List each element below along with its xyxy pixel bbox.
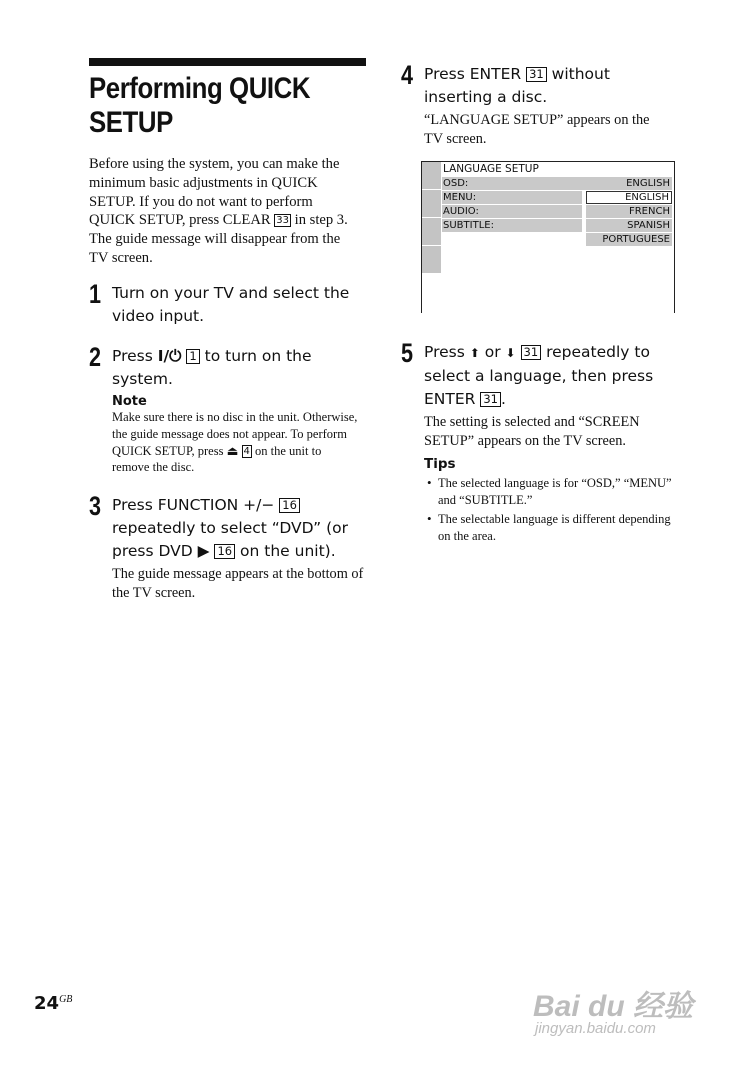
- setting-label-osd: OSD:: [443, 178, 469, 189]
- note-heading: Note: [112, 394, 147, 409]
- language-option[interactable]: FRENCH: [586, 205, 672, 218]
- intro-paragraph: Before using the system, you can make the minimum basic adjustments in QUICK SETUP. If you do not want to perform QUICK SETUP, press CLEAR 33 in step 3. The guide message will disappear from the TV screen.: [89, 156, 348, 266]
- title-rule: [89, 58, 366, 66]
- step-number: 1: [89, 279, 102, 309]
- step-1: [89, 279, 359, 328]
- menu-tab: [422, 190, 441, 218]
- watermark-logo: Bai du 经验: [533, 990, 694, 1023]
- step-4: [401, 60, 671, 148]
- step-instruction: Press I/⏻ 1 to turn on the system.: [112, 347, 312, 388]
- screen-frame: [674, 161, 675, 313]
- bullet-icon: •: [427, 511, 432, 526]
- step-number: 4: [401, 60, 414, 90]
- setting-label-audio: AUDIO:: [443, 206, 479, 217]
- button-number-badge: 4: [243, 445, 250, 457]
- osd-value: ENGLISH: [626, 178, 670, 189]
- step-number: 3: [89, 491, 102, 521]
- screen-title: LANGUAGE SETUP: [443, 163, 539, 175]
- step-description: “LANGUAGE SETUP” appears on the TV screen.: [424, 112, 650, 147]
- language-option[interactable]: PORTUGUESE: [586, 233, 672, 246]
- page-number: $24^{GB}$: [34, 993, 73, 1014]
- tips-heading: Tips: [424, 456, 456, 472]
- step-number: 5: [401, 338, 414, 368]
- watermark-url: jingyan.baidu.com: [535, 1020, 656, 1037]
- watermark: [533, 975, 723, 1045]
- step-2: [89, 342, 359, 476]
- button-number-badge: 16: [214, 544, 235, 559]
- down-arrow-icon: ⬇: [505, 346, 516, 360]
- tips-list: [424, 475, 676, 545]
- screen-frame: [421, 161, 675, 162]
- step-instruction: Turn on your TV and select the video input.: [112, 284, 350, 325]
- button-number-badge: 31: [526, 67, 547, 82]
- step-description: The guide message appears at the bottom of the TV screen.: [112, 566, 364, 601]
- bullet-icon: •: [427, 475, 432, 490]
- step-5: [401, 338, 676, 547]
- tip-item: • The selectable language is different depending on the area.: [427, 511, 671, 543]
- step-instruction: Press ENTER 31 without inserting a disc.: [424, 65, 610, 106]
- setting-label-subtitle: SUBTITLE:: [443, 220, 494, 231]
- button-number-badge: 31: [521, 345, 542, 360]
- button-number-badge: 33: [276, 215, 289, 227]
- page-title: Performing QUICK SETUP: [89, 72, 311, 139]
- language-setup-screen: [421, 161, 675, 313]
- menu-tab: [422, 246, 441, 274]
- setting-label-menu: MENU:: [443, 192, 477, 203]
- language-option[interactable]: SPANISH: [586, 219, 672, 232]
- menu-tab: [422, 162, 441, 190]
- play-icon: ▶: [197, 542, 210, 560]
- step-description: The setting is selected and “SCREEN SETUP” appears on the TV screen.: [424, 414, 640, 449]
- tip-item: • The selected language is for “OSD,” “MENU” and “SUBTITLE.”: [427, 475, 672, 507]
- button-number-badge: 1: [186, 349, 199, 364]
- step-number: 2: [89, 342, 102, 372]
- eject-icon: ⏏: [226, 443, 239, 458]
- step-instruction: Press FUNCTION +/− 16 repeatedly to select “DVD” (or press DVD ▶ 16 on the unit).: [112, 496, 348, 560]
- language-option-selected[interactable]: ENGLISH: [586, 191, 672, 204]
- step-instruction: Press ⬆ or ⬇ 31 repeatedly to select a language, then press ENTER 31 .: [424, 343, 654, 408]
- menu-tab: [422, 218, 441, 246]
- up-arrow-icon: ⬆: [469, 346, 480, 360]
- step-3: [89, 491, 364, 602]
- button-number-badge: 16: [279, 498, 300, 513]
- button-number-badge: 31: [480, 392, 501, 407]
- power-icon: I/⏻: [157, 347, 182, 365]
- note-text: Make sure there is no disc in the unit. Otherwise, the guide message does not appear. To perform QUICK SETUP, press ⏏ 4 on the unit to remove the disc.: [112, 410, 358, 475]
